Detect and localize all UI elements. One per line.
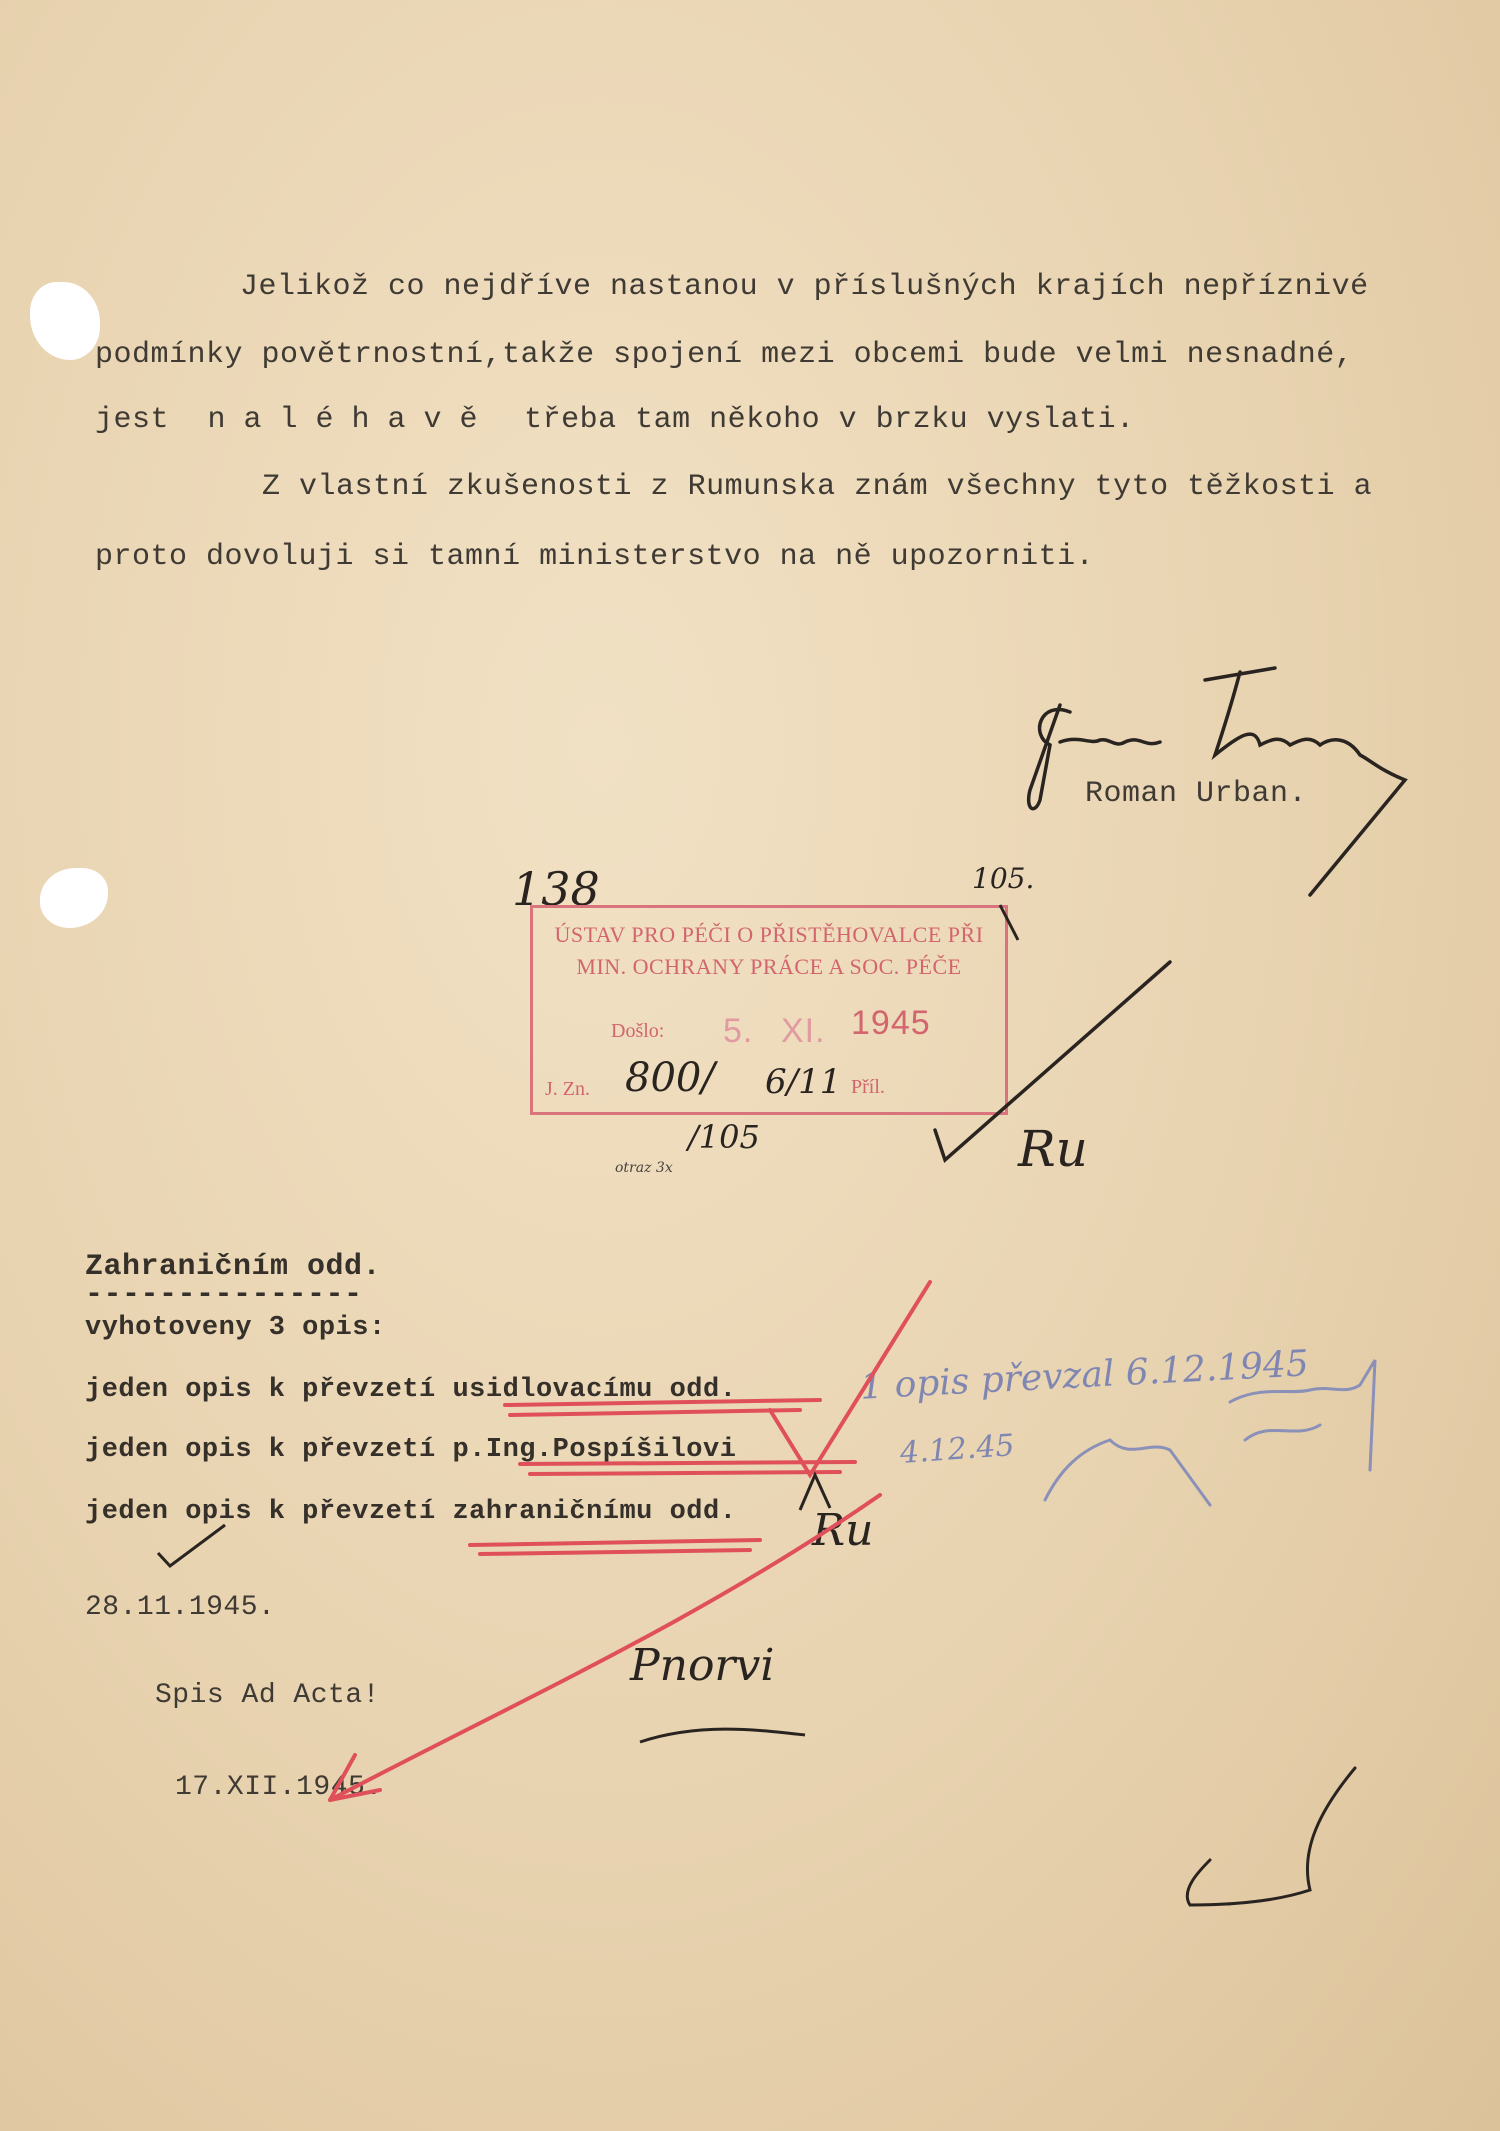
handwritten-bottom-signature: Pnorvi xyxy=(630,1640,775,1691)
letter-word-rest: třeba tam někoho v brzku vyslati. xyxy=(524,403,1135,437)
handwritten-receipt-note: 1 opis převzal 6.12.1945 xyxy=(859,1343,1310,1408)
note-date-1: 28.11.1945. xyxy=(85,1592,276,1623)
letter-line: proto dovoluji si tamní ministerstvo na ně upozorniti. xyxy=(95,540,1095,574)
note-heading: Zahraničním odd. xyxy=(85,1250,382,1284)
stamp-date-day: 5. xyxy=(723,1012,754,1050)
stamp-pril-label: Příl. xyxy=(851,1076,885,1098)
note-heading-underline: --------------- xyxy=(85,1278,363,1312)
handwritten-number-105: 105. xyxy=(972,862,1035,895)
letter-word-jest: jest xyxy=(95,403,170,437)
note-line: jeden opis k převzetí zahraničnímu odd. xyxy=(85,1497,737,1527)
stamp-zn-label: J. Zn. xyxy=(545,1078,590,1100)
note-ad-acta: Spis Ad Acta! xyxy=(155,1680,380,1711)
handwritten-number-138: 138 xyxy=(512,862,600,916)
torn-hole-middle xyxy=(40,868,108,928)
handwritten-registry-105: /105 xyxy=(688,1118,760,1156)
letter-line: Jelikož co nejdříve nastanou v příslušných krajích nepříznivé xyxy=(240,270,1369,304)
letter-line xyxy=(95,403,1135,437)
letter-line: Z vlastní zkušenosti z Rumunska znám všechny tyto těžkosti a xyxy=(262,470,1373,504)
handwritten-registry-number: 800/ xyxy=(625,1055,715,1101)
stamp-date-year: 1945 xyxy=(851,1004,931,1042)
pen-check-line-d xyxy=(158,1525,225,1566)
letter-line: podmínky povětrnostní,takže spojení mezi obcemi bude velmi nesnadné, xyxy=(95,338,1354,372)
signature-typed-name: Roman Urban. xyxy=(1085,777,1308,811)
note-date-2: 17.XII.1945. xyxy=(175,1772,383,1803)
handwritten-registry-fraction: 6/11 xyxy=(765,1062,842,1102)
handwritten-receipt-date: 4.12.45 xyxy=(898,1428,1016,1471)
torn-hole-top xyxy=(30,282,100,360)
handwritten-small-note: otraz 3x xyxy=(615,1160,673,1176)
handwritten-small-initials: Ru xyxy=(812,1505,874,1556)
stamp-line-2: MIN. OCHRANY PRÁCE A SOC. PÉČE xyxy=(576,954,962,979)
letter-word-spaced: naléhavě xyxy=(207,403,496,437)
pen-mark-bottom-right xyxy=(1187,1768,1355,1905)
note-line: jeden opis k převzetí p.Ing.Pospíšilovi xyxy=(85,1435,737,1465)
stamp-doslo-label: Došlo: xyxy=(611,1020,665,1042)
note-line: vyhotoveny 3 opis: xyxy=(85,1313,386,1343)
note-line: jeden opis k převzetí usidlovacímu odd. xyxy=(85,1375,737,1405)
handwritten-initials: Ru xyxy=(1018,1120,1088,1178)
stamp-date-month: XI. xyxy=(781,1012,826,1050)
stamp-line-1: ÚSTAV PRO PÉČI O PŘISTĚHOVALCE PŘI xyxy=(554,922,984,947)
bottom-signature-underline xyxy=(640,1729,805,1742)
